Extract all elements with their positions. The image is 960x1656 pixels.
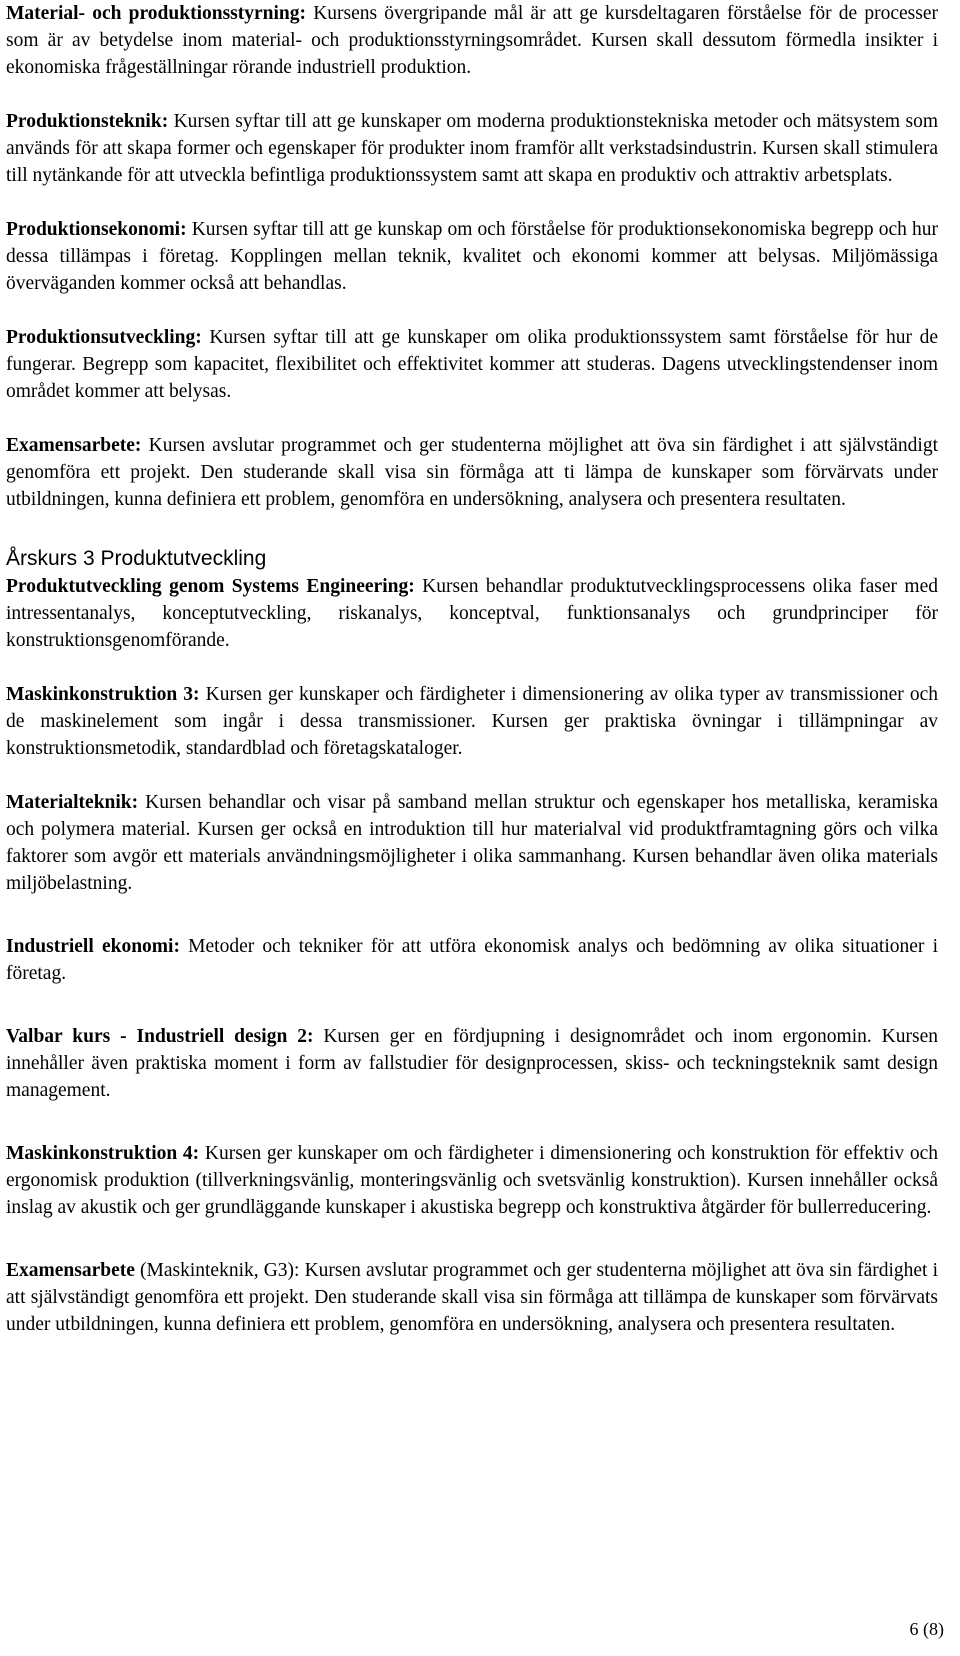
course-label: Industriell ekonomi:	[6, 936, 180, 957]
course-maskinkonstruktion-3	[6, 681, 938, 762]
course-examensarbete	[6, 432, 938, 513]
course-description: Kursen ger en fördjupning i designområdet och inom ergonomin. Kursen innehåller även praktiska moment i form av fallstudier för designprocessen, skiss- och teckningsteknik samt design management.	[6, 1026, 938, 1101]
course-industriell-ekonomi	[6, 933, 938, 987]
page-number: 6 (8)	[909, 1619, 944, 1639]
course-description: Kursen avslutar programmet och ger studenterna möjlighet att öva sin färdighet i att självständigt genomföra ett projekt. Den studerande skall visa sin förmåga att ti lämpa de kunskaper som förvärvats under utbildningen, kunna definiera ett problem, genomföra en undersökning, analysera och presentera resultaten.	[6, 435, 938, 510]
course-description: Kursen syftar till att ge kunskaper om moderna produktionstekniska metoder och mätsystem som används för att skapa former och egenskaper för produkter inom framför allt verkstadsindustrin. Kursen skall stimulera till nytänkande för att utveckla befintliga produktionssystem samt att skapa en produktiv och attraktiv arbetsplats.	[6, 111, 938, 186]
course-label: Produktionsekonomi:	[6, 219, 187, 240]
course-description: Kursen ger kunskaper och färdigheter i dimensionering av olika typer av transmissioner och de maskinelement som ingår i dessa transmissioner. Kursen ger praktiska övningar i tillämpningar av konstruktionsmetodik, standardblad och företagskataloger.	[6, 684, 938, 759]
course-description: Kursen behandlar och visar på samband mellan struktur och egenskaper hos metalliska, keramiska och polymera material. Kursen ger också en introduktion till hur materialval vid produktframtagning görs och vilka faktorer som avgör ett materials användningsmöjligheter i olika sammanhang. Kursen behandlar även olika materials miljöbelastning.	[6, 792, 938, 894]
course-description: Kursen ger kunskaper om och färdigheter i dimensionering och konstruktion för effektiv och ergonomisk produktion (tillverkningsvänlig, monteringsvänlig och svetsvänlig konstruktion). Kursen innehåller också inslag av akustik och ger grundläggande kunskaper i akustiska begrepp och konstruktiva åtgärder för bullerreducering.	[6, 1143, 939, 1218]
course-maskinkonstruktion-4	[6, 1140, 938, 1221]
course-description: Kursen behandlar produktutvecklingsprocessens olika faser med intressentanalys, konceptutveckling, riskanalys, konceptval, funktionsanalys och grundprinciper för konstruktionsgenomförande.	[6, 576, 938, 651]
course-label: Examensarbete	[6, 1260, 135, 1281]
course-description: Kursens övergripande mål är att ge kursdeltagaren förståelse för de processer som är av betydelse inom material- och produktionsstyrningsområdet. Kursen skall dessutom förmedla insikter i ekonomiska frågeställningar rörande industriell produktion.	[6, 3, 939, 78]
course-description: Kursen syftar till att ge kunskap om och förståelse för produktionsekonomiska begrepp och hur dessa tillämpas i företag. Kopplingen mellan teknik, kvalitet och ekonomi kommer att belysas. Miljömässiga överväganden kommer också att behandlas.	[6, 219, 938, 294]
year-heading: Årskurs 3 Produktutveckling	[6, 547, 267, 570]
course-produktionsekonomi	[6, 216, 938, 297]
course-label: Produktutveckling genom Systems Engineering:	[6, 576, 415, 597]
course-industriell-design-2	[6, 1023, 938, 1104]
course-materialteknik	[6, 789, 938, 897]
course-description: Kursen syftar till att ge kunskaper om olika produktionssystem samt förståelse för hur de fungerar. Begrepp som kapacitet, flexibilitet och effektivitet kommer att studeras. Dagens utvecklingstendenser inom området kommer att belysas.	[6, 327, 938, 402]
course-examensarbete-maskinteknik	[6, 1257, 938, 1338]
course-label: Produktionsutveckling:	[6, 327, 202, 348]
course-label: Produktionsteknik:	[6, 111, 169, 132]
course-label: Maskinkonstruktion 4:	[6, 1143, 200, 1164]
course-label: Maskinkonstruktion 3:	[6, 684, 200, 705]
course-material-produktionsstyrning	[6, 0, 938, 81]
course-description: Metoder och tekniker för att utföra ekonomisk analys och bedömning av olika situationer i företag.	[6, 936, 938, 984]
course-produktutveckling-systems-engineering	[6, 573, 938, 654]
course-produktionsutveckling	[6, 324, 938, 405]
course-label: Material- och produktionsstyrning:	[6, 3, 307, 24]
course-label: Valbar kurs - Industriell design 2:	[6, 1026, 314, 1047]
course-label: Examensarbete:	[6, 435, 142, 456]
course-label: Materialteknik:	[6, 792, 139, 813]
course-description: (Maskinteknik, G3): Kursen avslutar programmet och ger studenterna möjlighet att öva sin färdighet i att självständigt genomföra ett projekt. Den studerande skall visa sin förmåga att tillämpa de kunskaper som förvärvats under utbildningen, kunna definiera ett problem, genomföra en undersökning, analysera och presentera resultaten.	[6, 1260, 938, 1335]
course-produktionsteknik	[6, 108, 938, 189]
document-page	[6, 0, 938, 1338]
